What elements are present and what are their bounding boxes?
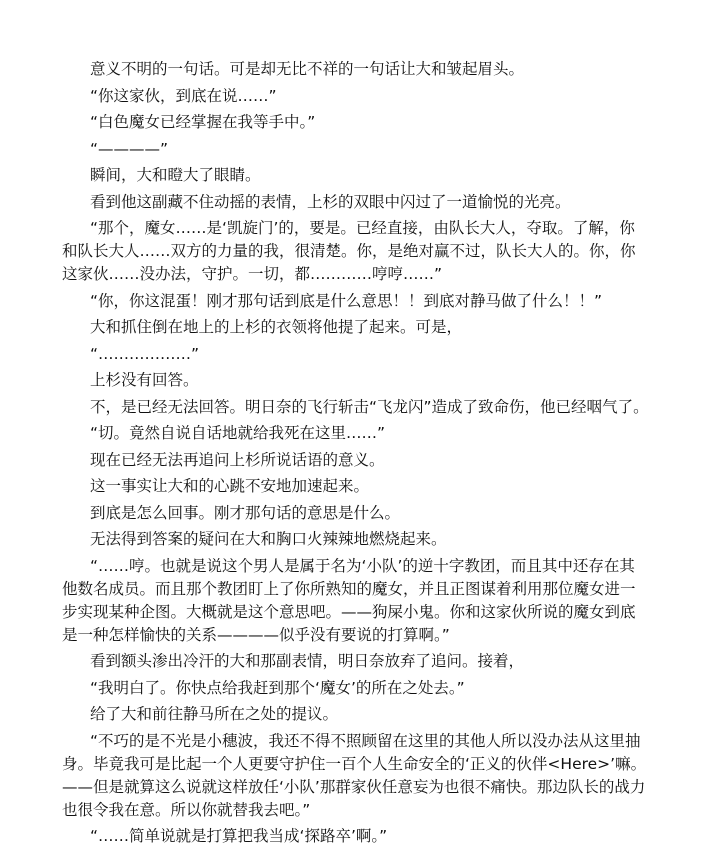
paragraph: 大和抓住倒在地上的上杉的衣领将他提了起来。可是， (90, 318, 463, 336)
paragraph: “不巧的是不光是小穗波，我还不得不照顾留在这里的其他人所以没办法从这里抽身。毕竟我可是比起一个人更要守护住一百个人生命安全的‘正义的伙伴<Here>’嘛。——但是就算这么说就这样放任‘小队’那群家伙任意妄为也很不痛快。那边队长的战力也很令我在意。所以你就替我去吧。” (62, 731, 647, 819)
paragraph: “————” (90, 139, 169, 158)
paragraph: 给了大和前往静马所在之处的提议。 (90, 705, 339, 723)
document-body (62, 58, 650, 852)
paragraph: 意义不明的一句话。可是却无比不祥的一句话让大和皱起眉头。 (90, 60, 525, 78)
paragraph: “……哼。也就是说这个男人是属于名为‘小队’的逆十字教团，而且其中还存在其他数名成员。而且那个教团盯上了你所熟知的魔女，并且正图谋着利用那位魔女进一步实现某种企图。大概就是这个意思吧。——狗屎小鬼。你和这家伙所说的魔女到底是一种怎样愉快的关系————似乎没有要说的打算啊。” (62, 556, 636, 644)
paragraph: “切。竟然自说自话地就给我死在这里……” (90, 424, 386, 442)
paragraph: 无法得到答案的疑问在大和胸口火辣辣地燃烧起来。 (90, 530, 447, 548)
paragraph: 到底是怎么回事。刚才那句话的意思是什么。 (90, 503, 401, 522)
paragraph: “你这家伙，到底在说……” (90, 86, 277, 105)
paragraph: 看到他这副藏不住动摇的表情，上杉的双眼中闪过了一道愉悦的光亮。 (90, 192, 571, 211)
paragraph: 看到额头渗出冷汗的大和那副表情，明日奈放弃了追问。接着， (90, 652, 525, 670)
paragraph: “我明白了。你快点给我赶到那个‘魔女’的所在之处去。” (90, 678, 465, 697)
paragraph: “你，你这混蛋！刚才那句话到底是什么意思！！到底对静马做了什么！！” (90, 291, 603, 310)
paragraph: “那个，魔女……是‘凯旋门’的，要是。已经直接，由队长大人，夺取。了解，你和队长大人……双方的力量的我，很清楚。你，是绝对赢不过，队长大人的。你，你这家伙……没办法，守护。一切，都…………哼哼……” (62, 219, 636, 283)
paragraph: 这一事实让大和的心跳不安地加速起来。 (90, 477, 370, 495)
paragraph: “白色魔女已经掌握在我等手中。” (90, 113, 316, 131)
paragraph: 瞬间，大和瞪大了眼睛。 (90, 166, 261, 184)
paragraph: 上杉没有回答。 (90, 371, 199, 389)
paragraph: “……简单说就是打算把我当成‘探路卒’啊。” (90, 827, 388, 845)
paragraph: 不，是已经无法回答。明日奈的飞行斩击“飞龙闪”造成了致命伤，他已经咽气了。 (90, 397, 649, 416)
paragraph: “………………” (90, 344, 200, 363)
paragraph: 现在已经无法再追问上杉所说话语的意义。 (90, 450, 385, 469)
